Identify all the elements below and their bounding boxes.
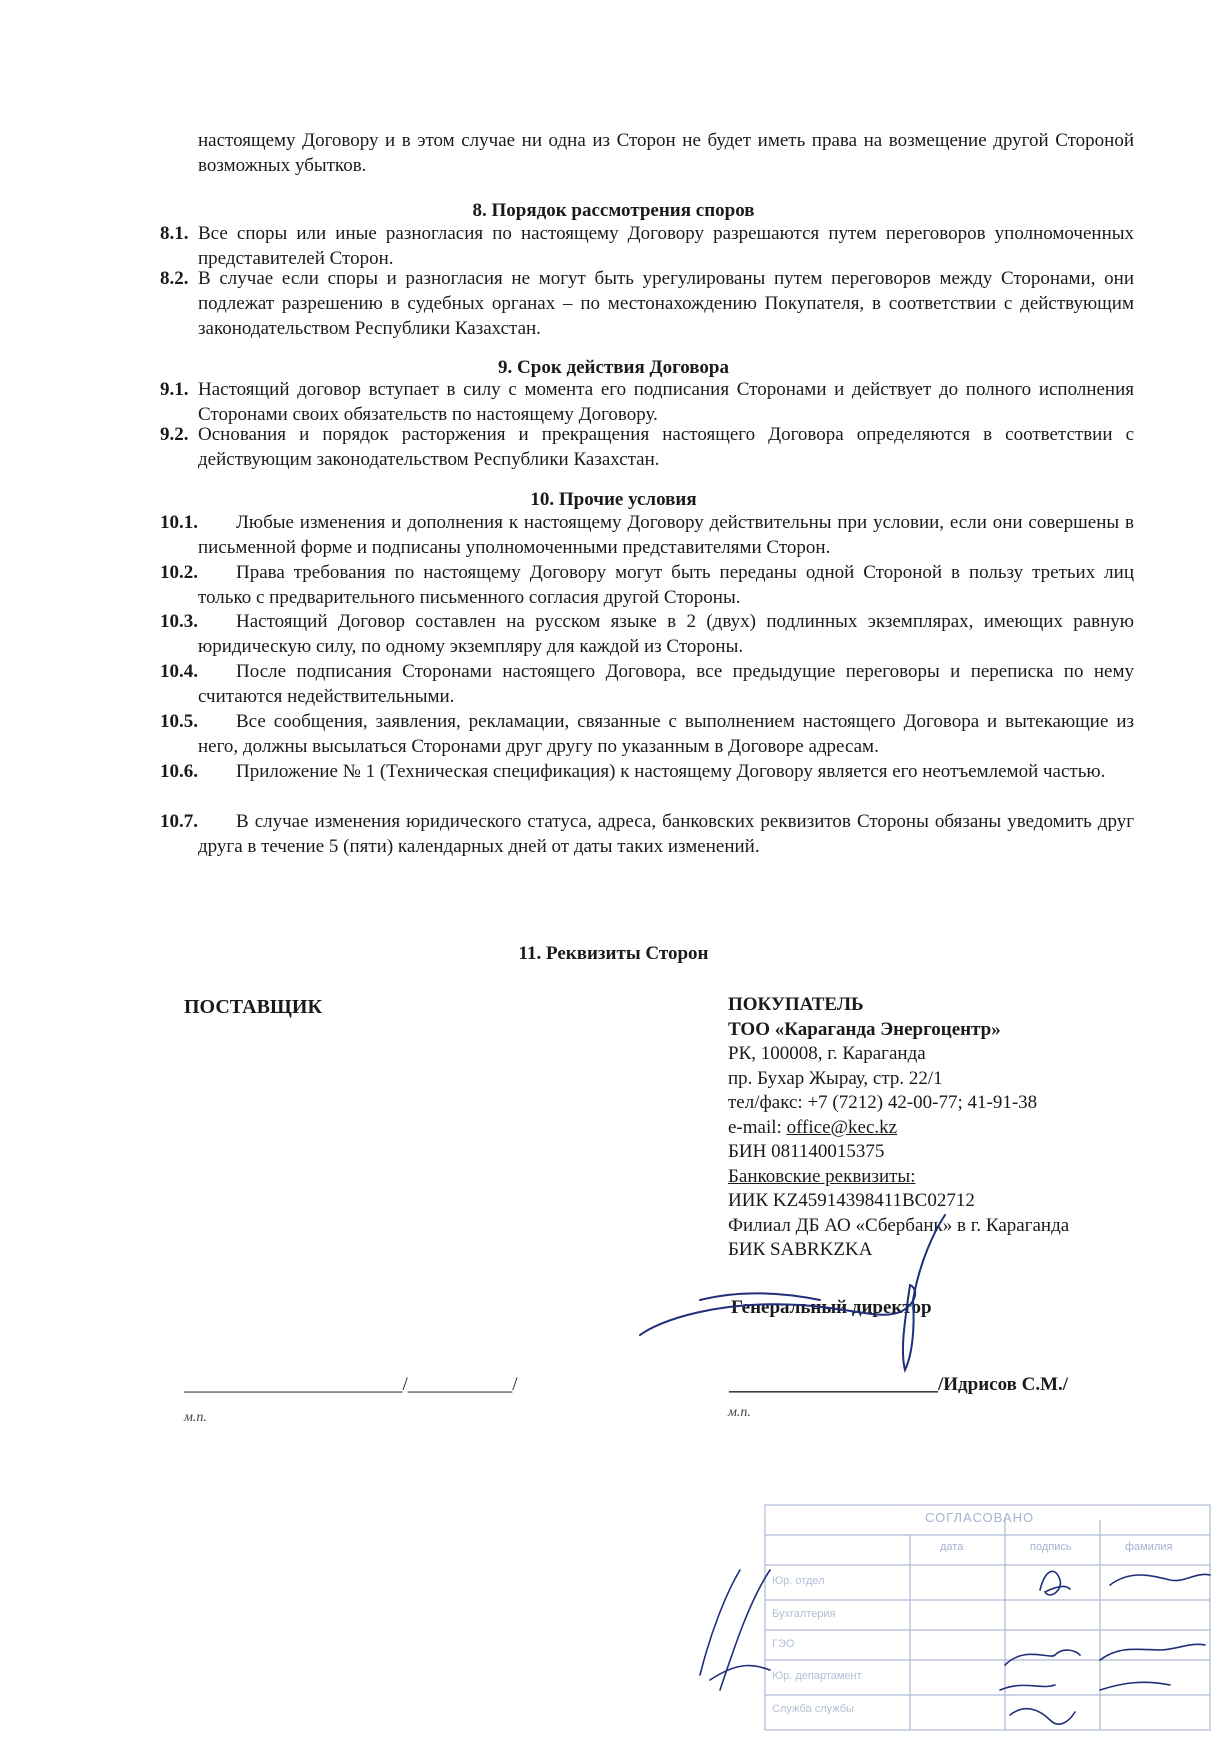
clause-text: Настоящий Договор составлен на русском языке в 2 (двух) подлинных экземплярах, имеющих равную юридическую силу, по одному экземпляру для каждой из Стороны. (198, 611, 1134, 657)
intro-paragraph: настоящему Договору и в этом случае ни одна из Сторон не будет иметь права на возмещение другой Стороной возможных убытков. (198, 130, 1134, 176)
clause-number: 9.1. (160, 379, 189, 400)
clause-text: После подписания Сторонами настоящего Договора, все предыдущие переговоры и переписка по нему считаются недействительными. (198, 661, 1134, 707)
clause-number: 8.2. (160, 268, 189, 289)
stamp-row-3: ГЭО (772, 1638, 795, 1650)
stamp-title: СОГЛАСОВАНО (925, 1510, 1035, 1525)
buyer-stamp-place: м.п. (728, 1405, 751, 1420)
director-signature (640, 1215, 945, 1370)
stamp-row-1: Юр. отдел (772, 1575, 825, 1587)
clause-number: 10.3. (160, 611, 198, 632)
clause-text: Любые изменения и дополнения к настоящему Договору действительны при условии, если они совершены в письменной форме и подписаны уполномоченными представителями Сторон. (198, 512, 1134, 558)
buyer-iik: ИИК KZ45914398411BC02712 (728, 1190, 975, 1211)
supplier-heading: ПОСТАВЩИК (184, 996, 322, 1018)
clause-text: В случае если споры и разногласия не могут быть урегулированы путем переговоров между Сторонами, они подлежат разрешению в судебных органах – по местонахождению Покупателя, в соответствии с действующим законодательством Республики Казахстан. (198, 268, 1134, 339)
stamp-row-4: Юр. департамент (772, 1670, 862, 1682)
buyer-address-2: пр. Бухар Жырау, стр. 22/1 (728, 1067, 943, 1089)
stamp-col-date: дата (940, 1541, 964, 1553)
clause-number: 10.4. (160, 661, 198, 682)
clause-number: 10.7. (160, 811, 198, 832)
clause-text: В случае изменения юридического статуса, адреса, банковских реквизитов Стороны обязаны уведомить друг друга в течение 5 (пяти) календарных дней от даты таких изменений. (198, 811, 1134, 857)
stamp-row-2: Бухгалтерия (772, 1608, 836, 1620)
supplier-signature-line: _______________________/___________/ (184, 1374, 518, 1395)
email-label: e-mail: (728, 1116, 787, 1138)
buyer-bik: БИК SABRKZKA (728, 1239, 873, 1260)
supplier-stamp-place: м.п. (184, 1410, 207, 1425)
clause-number: 10.1. (160, 512, 198, 533)
buyer-bank: Филиал ДБ АО «Сбербанк» в г. Караганда (728, 1214, 1070, 1236)
buyer-address-1: РК, 100008, г. Караганда (728, 1043, 926, 1064)
section-11-title: 11. Реквизиты Сторон (518, 943, 709, 964)
section-10-title: 10. Прочие условия (530, 489, 697, 510)
clause-number: 10.6. (160, 761, 198, 782)
stamp-col-name: фамилия (1125, 1541, 1173, 1553)
buyer-position: Генеральный директор (731, 1297, 932, 1318)
clause-text: Все сообщения, заявления, рекламации, связанные с выполнением настоящего Договора и вытекающие из него, должны высылаться Сторонами друг другу по указанным в Договоре адресам. (198, 711, 1134, 757)
buyer-bin: БИН 081140015375 (728, 1141, 885, 1162)
buyer-phone: тел/факс: +7 (7212) 42-00-77; 41-91-38 (728, 1092, 1038, 1113)
clause-number: 8.1. (160, 223, 189, 244)
email-link[interactable]: office@kec.kz (786, 1116, 898, 1138)
clause-text: Приложение № 1 (Техническая спецификация) к настоящему Договору является его неотъемлемой частью. (236, 761, 1106, 782)
stamp-row-5: Служба службы (772, 1703, 854, 1715)
clause-text: Права требования по настоящему Договору могут быть переданы одной Стороной в пользу третьих лиц только с предварительного письменного согласия другой Стороны. (198, 562, 1134, 608)
buyer-signature-line: ______________________/Идрисов С.М./ (729, 1374, 1069, 1395)
buyer-heading: ПОКУПАТЕЛЬ (728, 994, 864, 1015)
clause-text: Основания и порядок расторжения и прекращения настоящего Договора определяются в соответствии с действующим законодательством Республики Казахстан. (198, 424, 1134, 470)
stamp-col-sign: подпись (1030, 1541, 1072, 1553)
section-8-title: 8. Порядок рассмотрения споров (472, 200, 755, 221)
bank-details-heading: Банковские реквизиты: (728, 1165, 916, 1187)
clause-number: 9.2. (160, 424, 189, 445)
clause-text: Все споры или иные разногласия по настоящему Договору разрешаются путем переговоров уполномоченных представителей Сторон. (198, 223, 1134, 269)
clause-number: 10.5. (160, 711, 198, 732)
clause-text: Настоящий договор вступает в силу с момента его подписания Сторонами и действует до полного исполнения Сторонами своих обязательств по настоящему Договору. (198, 379, 1134, 425)
buyer-company: ТОО «Караганда Энергоцентр» (728, 1018, 1001, 1040)
clause-number: 10.2. (160, 562, 198, 583)
section-9-title: 9. Срок действия Договора (498, 357, 729, 378)
